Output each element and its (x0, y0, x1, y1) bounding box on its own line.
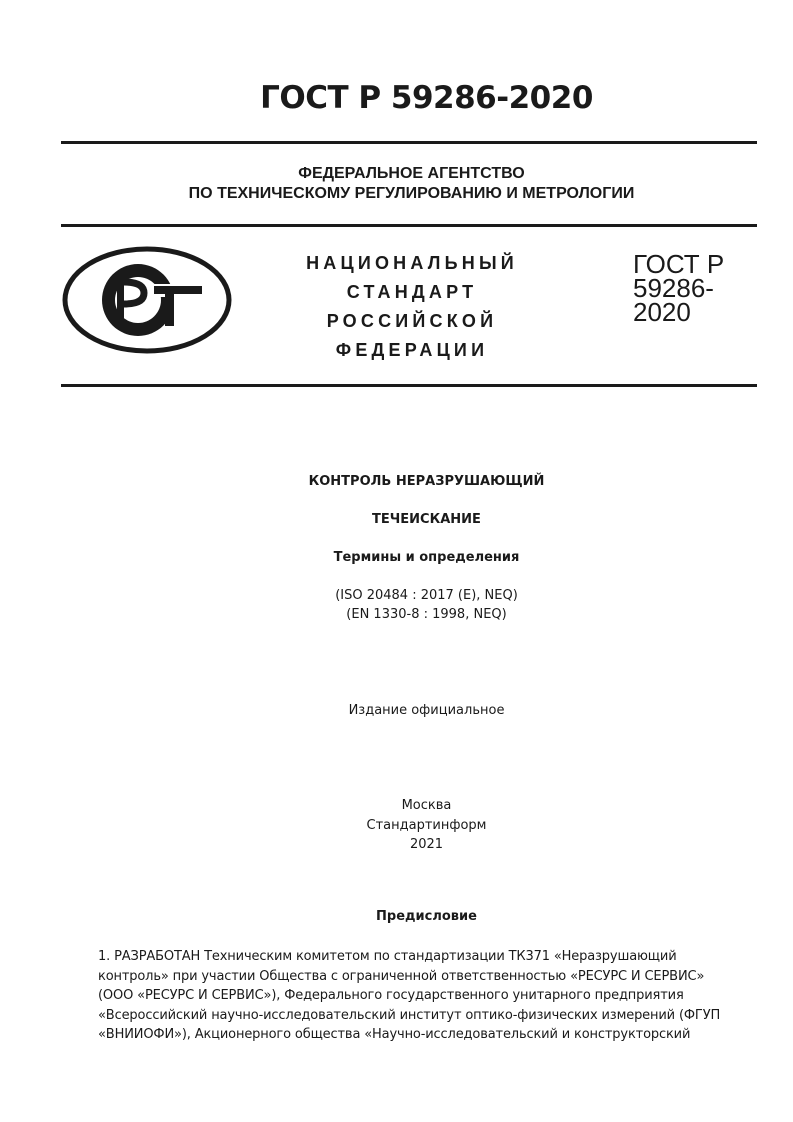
agency-name (0, 164, 793, 204)
national-line-1: НАЦИОНАЛЬНЫЙ (306, 253, 518, 273)
national-line-4: ФЕДЕРАЦИИ (335, 340, 489, 360)
title-main: КОНТРОЛЬ НЕРАЗРУШАЮЩИЙ (308, 474, 545, 489)
preface-paragraph (98, 947, 738, 1045)
bottom-divider (61, 384, 757, 387)
preface-line: «ВНИИОФИ»), Акционерного общества «Научно-исследовательский и конструкторский (98, 1027, 691, 1042)
national-standard-heading (292, 249, 532, 365)
preface-line: 1. РАЗРАБОТАН Техническим комитетом по стандартизации ТК371 «Неразрушающий (98, 949, 677, 964)
gost-code-line-1: ГОСТ Р (633, 249, 725, 279)
top-divider (61, 141, 757, 144)
preface-line: (ООО «РЕСУРС И СЕРВИС»), Федерального государственного унитарного предприятия (98, 988, 684, 1003)
rst-logo-icon (62, 246, 232, 354)
preface-heading: Предисловие (376, 909, 477, 924)
publisher-year: 2021 (409, 837, 444, 852)
national-line-2: СТАНДАРТ (346, 282, 478, 302)
publisher-name: Стандартинформ (366, 818, 487, 833)
en-reference: (EN 1330-8 : 1998, NEQ) (346, 607, 507, 622)
document-number: ГОСТ Р 59286-2020 (260, 80, 593, 116)
title-terms: Термины и определения (333, 550, 520, 565)
agency-line-1: ФЕДЕРАЛЬНОЕ АГЕНТСТВО (298, 165, 525, 182)
gost-code-block (633, 249, 743, 327)
middle-divider (61, 224, 757, 227)
gost-code-line-2: 59286- (633, 273, 714, 303)
publisher-city: Москва (401, 798, 452, 813)
iso-reference: (ISO 20484 : 2017 (E), NEQ) (335, 588, 518, 603)
agency-line-2: ПО ТЕХНИЧЕСКОМУ РЕГУЛИРОВАНИЮ И МЕТРОЛОГИИ (188, 185, 635, 202)
gost-code-line-3: 2020 (633, 297, 691, 327)
edition-label: Издание официальное (348, 703, 505, 718)
national-line-3: РОССИЙСКОЙ (326, 311, 498, 331)
preface-line: «Всероссийский научно-исследовательский институт оптико-физических измерений (ФГУП (98, 1007, 721, 1023)
preface-line: контроль» при участии Общества с ограниченной ответственностью «РЕСУРС И СЕРВИС» (98, 968, 705, 984)
title-sub: ТЕЧЕИСКАНИЕ (372, 512, 481, 527)
